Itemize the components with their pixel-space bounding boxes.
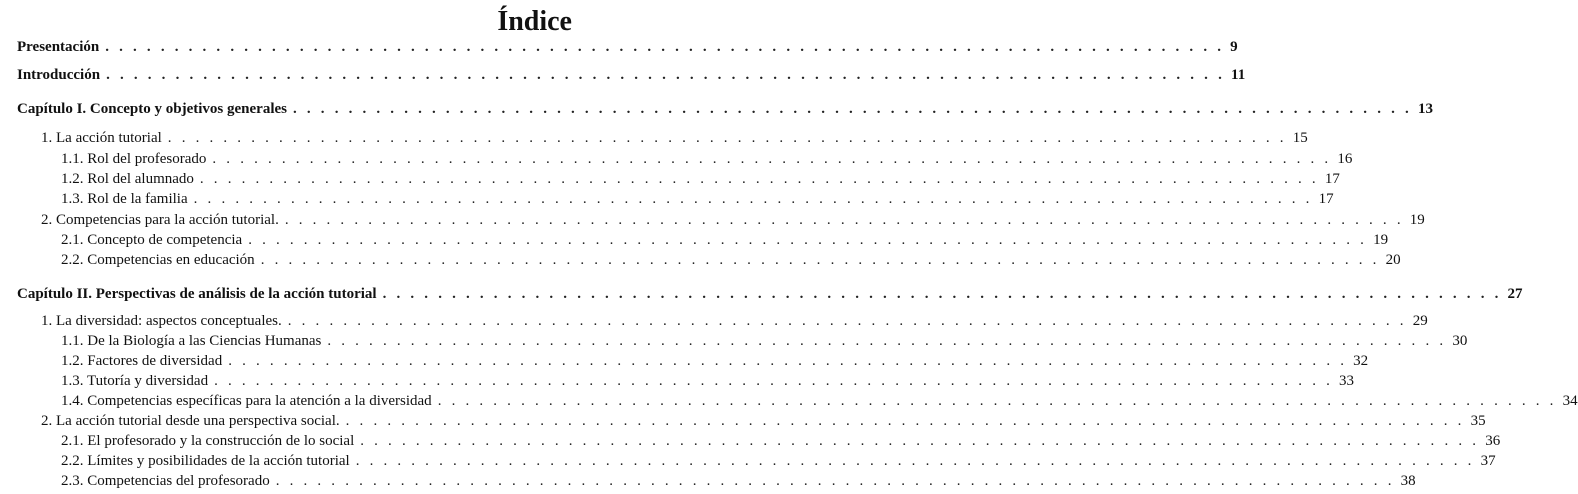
toc-entry[interactable] <box>0 451 1496 471</box>
toc-entry-label: 1.3. Tutoría y diversidad <box>61 373 209 389</box>
dot-leader <box>212 149 1331 169</box>
toc-entry[interactable] <box>0 331 1468 351</box>
toc-entry-page-number: 16 <box>1337 151 1353 167</box>
dot-leader <box>356 451 1475 471</box>
dot-leader <box>383 284 1502 304</box>
toc-entry-label: 2. La acción tutorial desde una perspectiva social. <box>41 413 340 429</box>
toc-entry-label: 1.2. Rol del alumnado <box>61 171 194 187</box>
toc-entry-page-number: 9 <box>1230 39 1238 55</box>
dot-leader <box>106 65 1225 85</box>
toc-entry-page-number: 20 <box>1385 252 1401 268</box>
toc-entry-page-number: 38 <box>1400 473 1416 489</box>
toc-entry-label: 2.1. El profesorado y la construcción de lo social <box>61 433 355 449</box>
dot-leader <box>228 351 1347 371</box>
toc-entry-label: 1. La acción tutorial <box>41 130 162 146</box>
toc-entry-label: Capítulo II. Perspectivas de análisis de la acción tutorial <box>17 286 377 302</box>
toc-entry[interactable] <box>0 65 1246 85</box>
toc-entry[interactable] <box>0 371 1355 391</box>
toc-entry[interactable] <box>0 431 1501 451</box>
toc-entry[interactable] <box>0 311 1428 331</box>
toc-entry[interactable] <box>0 391 1578 411</box>
dot-leader <box>360 431 1479 451</box>
toc-entry[interactable] <box>0 128 1308 148</box>
dot-leader <box>200 169 1319 189</box>
dot-leader <box>168 128 1287 148</box>
toc-entry-label: 2. Competencias para la acción tutorial. <box>41 212 279 228</box>
toc-entry-page-number: 27 <box>1507 286 1523 302</box>
page-title: Índice <box>497 6 572 37</box>
toc-entry-page-number: 34 <box>1562 393 1578 409</box>
toc-entry-label: 1.2. Factores de diversidad <box>61 353 223 369</box>
toc-entry-page-number: 17 <box>1318 191 1334 207</box>
toc-entry-page-number: 11 <box>1231 67 1246 83</box>
toc-entry-label: 1.1. Rol del profesorado <box>61 151 207 167</box>
toc-entry-label: 1. La diversidad: aspectos conceptuales. <box>41 313 282 329</box>
toc-entry-label: 1.3. Rol de la familia <box>61 191 188 207</box>
toc-entry[interactable] <box>0 351 1369 371</box>
toc-entry-label: 2.2. Competencias en educación <box>61 252 255 268</box>
dot-leader <box>327 331 1446 351</box>
toc-entry[interactable] <box>0 411 1486 431</box>
toc-entry[interactable] <box>0 37 1238 57</box>
toc-entry-page-number: 30 <box>1452 333 1468 349</box>
toc-entry[interactable] <box>0 284 1523 304</box>
toc-entry-page-number: 35 <box>1470 413 1486 429</box>
toc-entry-label: 2.3. Competencias del profesorado <box>61 473 270 489</box>
toc-entry-page-number: 15 <box>1292 130 1308 146</box>
toc-entry[interactable] <box>0 471 1416 491</box>
dot-leader <box>105 37 1224 57</box>
dot-leader <box>261 250 1380 270</box>
toc-entry-label: Presentación <box>17 39 100 55</box>
dot-leader <box>214 371 1333 391</box>
toc-entry-page-number: 13 <box>1417 101 1433 117</box>
toc-entry-label: 2.1. Concepto de competencia <box>61 232 243 248</box>
toc-entry-page-number: 29 <box>1412 313 1428 329</box>
toc-entry-page-number: 17 <box>1324 171 1340 187</box>
toc-entry-page-number: 19 <box>1409 212 1425 228</box>
toc-entry[interactable] <box>0 169 1340 189</box>
dot-leader <box>288 311 1407 331</box>
toc-entry-label: 1.4. Competencias específicas para la atención a la diversidad <box>61 393 432 409</box>
dot-leader <box>194 189 1313 209</box>
dot-leader <box>438 391 1557 411</box>
toc-entry-label: Introducción <box>17 67 101 83</box>
toc-entry-page-number: 32 <box>1353 353 1369 369</box>
toc-entry-page-number: 37 <box>1480 453 1496 469</box>
toc-entry[interactable] <box>0 230 1389 250</box>
dot-leader <box>285 210 1404 230</box>
toc-entry-page-number: 36 <box>1485 433 1501 449</box>
toc-entry-page-number: 33 <box>1339 373 1355 389</box>
dot-leader <box>276 471 1395 491</box>
toc-entry-label: Capítulo I. Concepto y objetivos generales <box>17 101 287 117</box>
dot-leader <box>346 411 1465 431</box>
toc-entry[interactable] <box>0 250 1401 270</box>
toc-entry-label: 2.2. Límites y posibilidades de la acción tutorial <box>61 453 350 469</box>
toc-entry-page-number: 19 <box>1373 232 1389 248</box>
dot-leader <box>293 99 1412 119</box>
dot-leader <box>248 230 1367 250</box>
toc-entry-label: 1.1. De la Biología a las Ciencias Humanas <box>61 333 322 349</box>
toc-entry[interactable] <box>0 189 1334 209</box>
toc-entry[interactable] <box>0 149 1353 169</box>
toc-entry[interactable] <box>0 210 1425 230</box>
toc-entry[interactable] <box>0 99 1433 119</box>
